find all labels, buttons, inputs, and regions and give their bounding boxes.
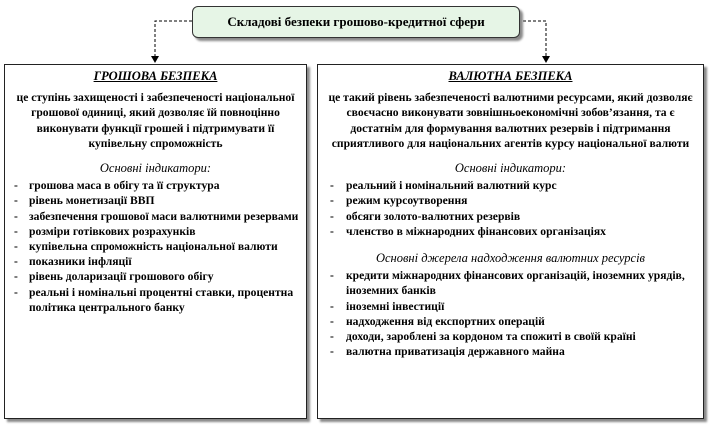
monetary-security-definition: це ступінь захищеності і забезпеченості національної грошової одиниці, який дозволяє їй повноцінно виконувати функції грошей і підтримувати її купівельну спроможність <box>16 91 295 150</box>
currency-security-heading: ВАЛЮТНА БЕЗПЕКА <box>448 69 573 83</box>
diagram-title: Складові безпеки грошово-кредитної сфери <box>192 6 520 38</box>
monetary-security-heading: ГРОШОВА БЕЗПЕКА <box>93 69 218 83</box>
list-item: - доходи, зароблені за кордоном та спожиті в своїй країні <box>324 329 697 344</box>
list-item: - іноземні інвестиції <box>324 299 697 314</box>
list-item: - реальні і номінальні процентні ставки, процентна політика центрального банку <box>11 285 300 315</box>
list-item: - забезпечення грошової маси валютними резервами <box>11 209 300 224</box>
monetary-indicators-list <box>11 178 300 315</box>
list-item: - купівельна спроможність національної валюти <box>11 239 300 254</box>
list-item: - кредити міжнародних фінансових організацій, іноземних урядів, іноземних банків <box>324 268 697 298</box>
list-item: - режим курсоутворення <box>324 193 697 208</box>
currency-indicators-title: Основні індикатори: <box>454 161 567 176</box>
list-item: - надходження від експортних операцій <box>324 314 697 329</box>
list-item: - грошова маса в обігу та її структура <box>11 178 300 193</box>
list-item: - рівень доларизації грошового обігу <box>11 269 300 284</box>
currency-security-definition: це такий рівень забезпеченості валютними ресурсами, який дозволяє своєчасно виконувати зовнішньоекономічні зобов’язання, та є достатнім для формування валютних резервів і підтримання сприятливого для національних агентів курсу національної валюти <box>328 91 693 150</box>
list-item: - членство в міжнародних фінансових організаціях <box>324 224 697 239</box>
list-item: - обсяги золото-валютних резервів <box>324 209 697 224</box>
list-item: - рівень монетизації ВВП <box>11 193 300 208</box>
list-item: - реальний і номінальний валютний курс <box>324 178 697 193</box>
list-item: - показники інфляції <box>11 254 300 269</box>
currency-indicators-list <box>324 178 697 239</box>
monetary-security-box <box>4 64 307 419</box>
currency-security-box <box>317 64 704 419</box>
monetary-indicators-title: Основні індикатори: <box>99 161 212 176</box>
currency-sources-list <box>324 268 697 359</box>
list-item: - валютна приватизація державного майна <box>324 344 697 359</box>
currency-sources-title: Основні джерела надходження валютних ресурсів <box>375 251 645 266</box>
list-item: - розміри готівкових розрахунків <box>11 224 300 239</box>
